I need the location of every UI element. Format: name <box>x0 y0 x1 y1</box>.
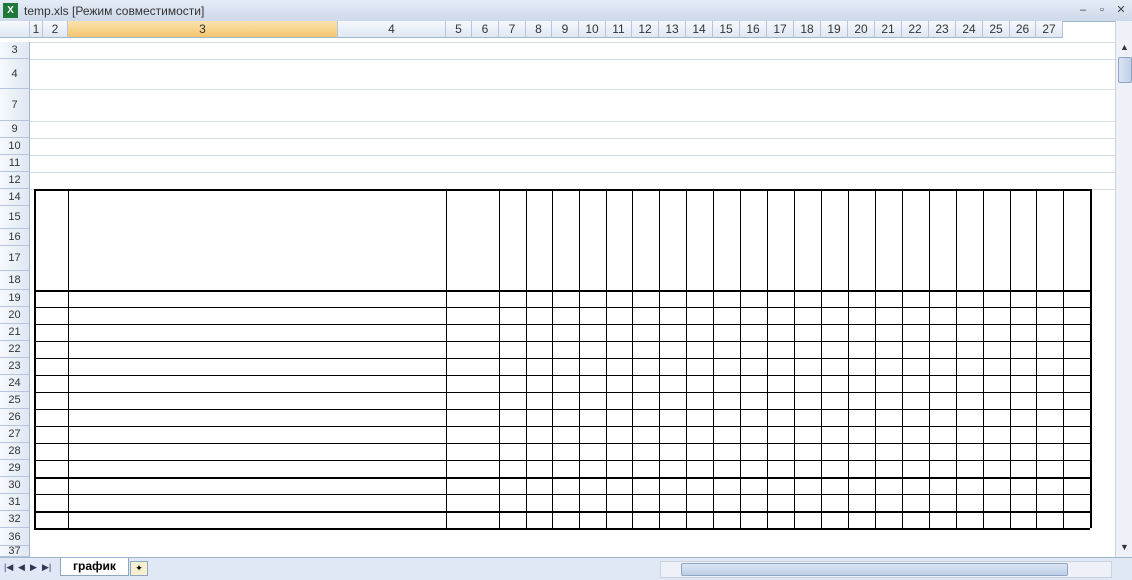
column-header-13[interactable]: 13 <box>659 21 686 38</box>
table-border <box>34 189 36 528</box>
table-border <box>875 189 876 528</box>
gridline <box>30 89 1115 90</box>
row-header-30[interactable]: 30 <box>0 477 30 494</box>
row-header-14[interactable]: 14 <box>0 189 30 206</box>
column-header-10[interactable]: 10 <box>579 21 606 38</box>
column-header-7[interactable]: 7 <box>499 21 526 38</box>
vertical-scrollbar[interactable] <box>1115 21 1132 557</box>
table-border <box>1063 189 1064 528</box>
table-border <box>68 189 69 528</box>
column-header-5[interactable]: 5 <box>446 21 472 38</box>
vertical-scroll-thumb[interactable] <box>1118 57 1132 83</box>
row-header-24[interactable]: 24 <box>0 375 30 392</box>
window-title: temp.xls [Режим совместимости] <box>24 4 205 18</box>
table-border <box>34 392 1090 393</box>
column-header-18[interactable]: 18 <box>794 21 821 38</box>
row-header-21[interactable]: 21 <box>0 324 30 341</box>
column-header-11[interactable]: 11 <box>606 21 632 38</box>
prev-sheet-icon[interactable]: ◀ <box>18 562 25 572</box>
table-border <box>1090 189 1092 528</box>
table-border <box>499 189 500 528</box>
row-header-31[interactable]: 31 <box>0 494 30 511</box>
row-header-11[interactable]: 11 <box>0 155 30 172</box>
scroll-up-arrow-icon[interactable]: ▲ <box>1120 42 1129 52</box>
column-header-3[interactable]: 3 <box>68 21 338 38</box>
first-sheet-icon[interactable]: |◀ <box>4 562 14 572</box>
column-header-24[interactable]: 24 <box>956 21 983 38</box>
row-header-4[interactable]: 4 <box>0 59 30 89</box>
column-header-6[interactable]: 6 <box>472 21 499 38</box>
column-header-19[interactable]: 19 <box>821 21 848 38</box>
row-header-20[interactable]: 20 <box>0 307 30 324</box>
table-border <box>34 290 1090 292</box>
gridline <box>30 172 1115 173</box>
select-all-corner[interactable] <box>0 21 30 38</box>
table-border <box>446 189 447 528</box>
row-header-19[interactable]: 19 <box>0 290 30 307</box>
gridline <box>30 42 1115 43</box>
column-header-22[interactable]: 22 <box>902 21 929 38</box>
table-border <box>1036 189 1037 528</box>
scroll-down-arrow-icon[interactable]: ▼ <box>1120 542 1129 552</box>
column-header-23[interactable]: 23 <box>929 21 956 38</box>
table-border <box>34 358 1090 359</box>
column-header-20[interactable]: 20 <box>848 21 875 38</box>
table-border <box>34 460 1090 461</box>
table-border <box>34 477 1090 479</box>
excel-icon: X <box>3 3 18 18</box>
table-border <box>34 324 1090 325</box>
table-border <box>606 189 607 528</box>
column-header-2[interactable]: 2 <box>43 21 68 38</box>
row-header-7[interactable]: 7 <box>0 89 30 121</box>
table-border <box>902 189 903 528</box>
column-header-1[interactable]: 1 <box>30 21 43 38</box>
row-header-26[interactable]: 26 <box>0 409 30 426</box>
row-header-15[interactable]: 15 <box>0 206 30 229</box>
table-border <box>983 189 984 528</box>
column-header-27[interactable]: 27 <box>1036 21 1063 38</box>
table-border <box>552 189 553 528</box>
worksheet-grid[interactable] <box>30 39 1115 557</box>
row-header-37[interactable]: 37 <box>0 546 30 557</box>
insert-sheet-icon[interactable]: ✦ <box>130 561 148 576</box>
table-border <box>526 189 527 528</box>
row-header-36[interactable]: 36 <box>0 528 30 546</box>
sheet-bar <box>0 557 1132 580</box>
gridline <box>30 138 1115 139</box>
gridline <box>30 155 1115 156</box>
column-header-25[interactable]: 25 <box>983 21 1010 38</box>
horizontal-scroll-thumb[interactable] <box>681 563 1068 576</box>
close-button[interactable]: ✕ <box>1116 4 1126 16</box>
next-sheet-icon[interactable]: ▶ <box>30 562 37 572</box>
row-header-16[interactable]: 16 <box>0 229 30 246</box>
row-header-23[interactable]: 23 <box>0 358 30 375</box>
column-header-26[interactable]: 26 <box>1010 21 1036 38</box>
table-border <box>34 341 1090 342</box>
row-header-29[interactable]: 29 <box>0 460 30 477</box>
table-border <box>929 189 930 528</box>
title-bar <box>0 0 1132 22</box>
table-border <box>34 375 1090 376</box>
column-header-14[interactable]: 14 <box>686 21 713 38</box>
horizontal-scrollbar[interactable] <box>660 561 1112 578</box>
table-border <box>34 409 1090 410</box>
table-border <box>713 189 714 528</box>
row-header-28[interactable]: 28 <box>0 443 30 460</box>
table-border <box>34 426 1090 427</box>
column-header-21[interactable]: 21 <box>875 21 902 38</box>
minimize-button[interactable]: – <box>1079 4 1087 16</box>
table-border <box>34 307 1090 308</box>
table-border <box>579 189 580 528</box>
column-header-12[interactable]: 12 <box>632 21 659 38</box>
restore-button[interactable]: ▫ <box>1100 4 1104 16</box>
row-header-12[interactable]: 12 <box>0 172 30 189</box>
column-header-4[interactable]: 4 <box>338 21 446 38</box>
table-border <box>740 189 741 528</box>
sheet-tab-grafik[interactable]: график <box>60 558 129 576</box>
row-header-3[interactable]: 3 <box>0 42 30 59</box>
table-border <box>686 189 687 528</box>
table-border <box>794 189 795 528</box>
table-border <box>848 189 849 528</box>
table-border <box>34 494 1090 495</box>
table-border <box>34 189 1090 191</box>
table-border <box>659 189 660 528</box>
table-border <box>956 189 957 528</box>
column-header-9[interactable]: 9 <box>552 21 579 38</box>
column-header-8[interactable]: 8 <box>526 21 552 38</box>
row-header-32[interactable]: 32 <box>0 511 30 528</box>
table-border <box>34 511 1090 513</box>
table-border <box>34 443 1090 444</box>
row-header-17[interactable]: 17 <box>0 246 30 271</box>
row-header-25[interactable]: 25 <box>0 392 30 409</box>
row-header-9[interactable]: 9 <box>0 121 30 138</box>
table-border <box>632 189 633 528</box>
row-header-18[interactable]: 18 <box>0 271 30 290</box>
row-header-10[interactable]: 10 <box>0 138 30 155</box>
gridline <box>30 121 1115 122</box>
row-header-22[interactable]: 22 <box>0 341 30 358</box>
table-border <box>821 189 822 528</box>
row-header-27[interactable]: 27 <box>0 426 30 443</box>
column-headers <box>0 21 1132 39</box>
table-border <box>767 189 768 528</box>
table-border <box>34 528 1090 530</box>
gridline <box>30 59 1115 60</box>
column-header-16[interactable]: 16 <box>740 21 767 38</box>
last-sheet-icon[interactable]: ▶| <box>42 562 52 572</box>
column-header-15[interactable]: 15 <box>713 21 740 38</box>
column-header-17[interactable]: 17 <box>767 21 794 38</box>
table-border <box>1010 189 1011 528</box>
